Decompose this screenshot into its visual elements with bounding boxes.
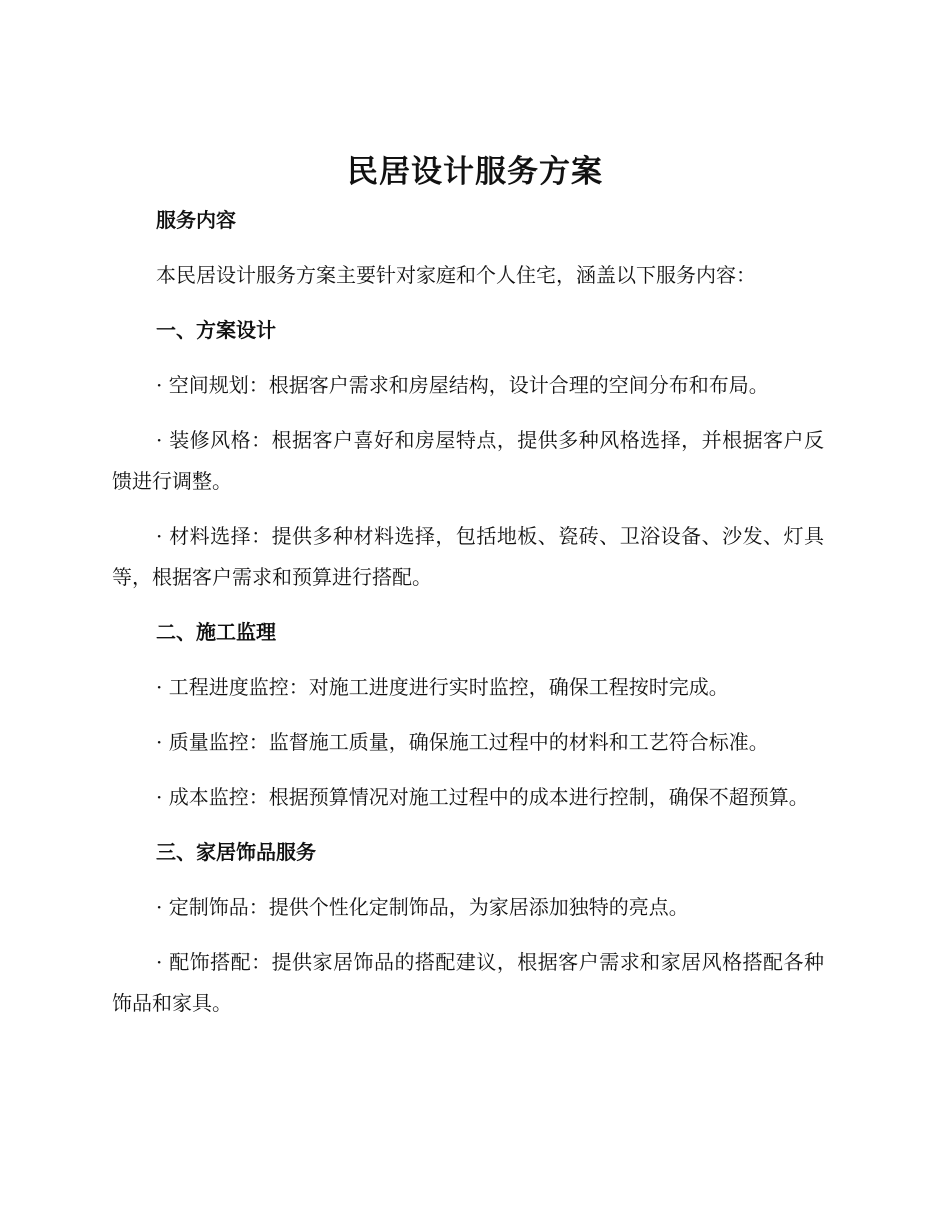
list-item-custom-decor: · 定制饰品：提供个性化定制饰品，为家居添加独特的亮点。 [156,895,689,919]
heading-home-decor-service: 三、家居饰品服务 [156,840,316,864]
heading-construction-supervision: 二、施工监理 [156,620,276,644]
list-item-decoration-style: · 装修风格：根据客户喜好和房屋特点，提供多种风格选择，并根据客户反馈进行调整。 [112,428,824,493]
list-item-material-selection: · 材料选择：提供多种材料选择，包括地板、瓷砖、卫浴设备、沙发、灯具等，根据客户需求和预算进行搭配。 [112,524,824,589]
list-item-quality-monitoring: · 质量监控：监督施工质量，确保施工过程中的材料和工艺符合标准。 [156,730,769,754]
list-item-space-planning: · 空间规划：根据客户需求和房屋结构，设计合理的空间分布和布局。 [156,373,769,397]
heading-plan-design: 一、方案设计 [156,318,276,342]
intro-paragraph: 本民居设计服务方案主要针对家庭和个人住宅，涵盖以下服务内容： [156,263,756,287]
list-item-accessory-matching: · 配饰搭配：提供家居饰品的搭配建议，根据客户需求和家居风格搭配各种饰品和家具。 [112,950,824,1015]
heading-service-content: 服务内容 [156,208,236,232]
document-title: 民居设计服务方案 [347,154,603,190]
list-item-progress-monitoring: · 工程进度监控：对施工进度进行实时监控，确保工程按时完成。 [156,675,729,699]
document-body [112,200,824,1038]
list-item-cost-monitoring: · 成本监控：根据预算情况对施工过程中的成本进行控制，确保不超预算。 [156,785,809,809]
